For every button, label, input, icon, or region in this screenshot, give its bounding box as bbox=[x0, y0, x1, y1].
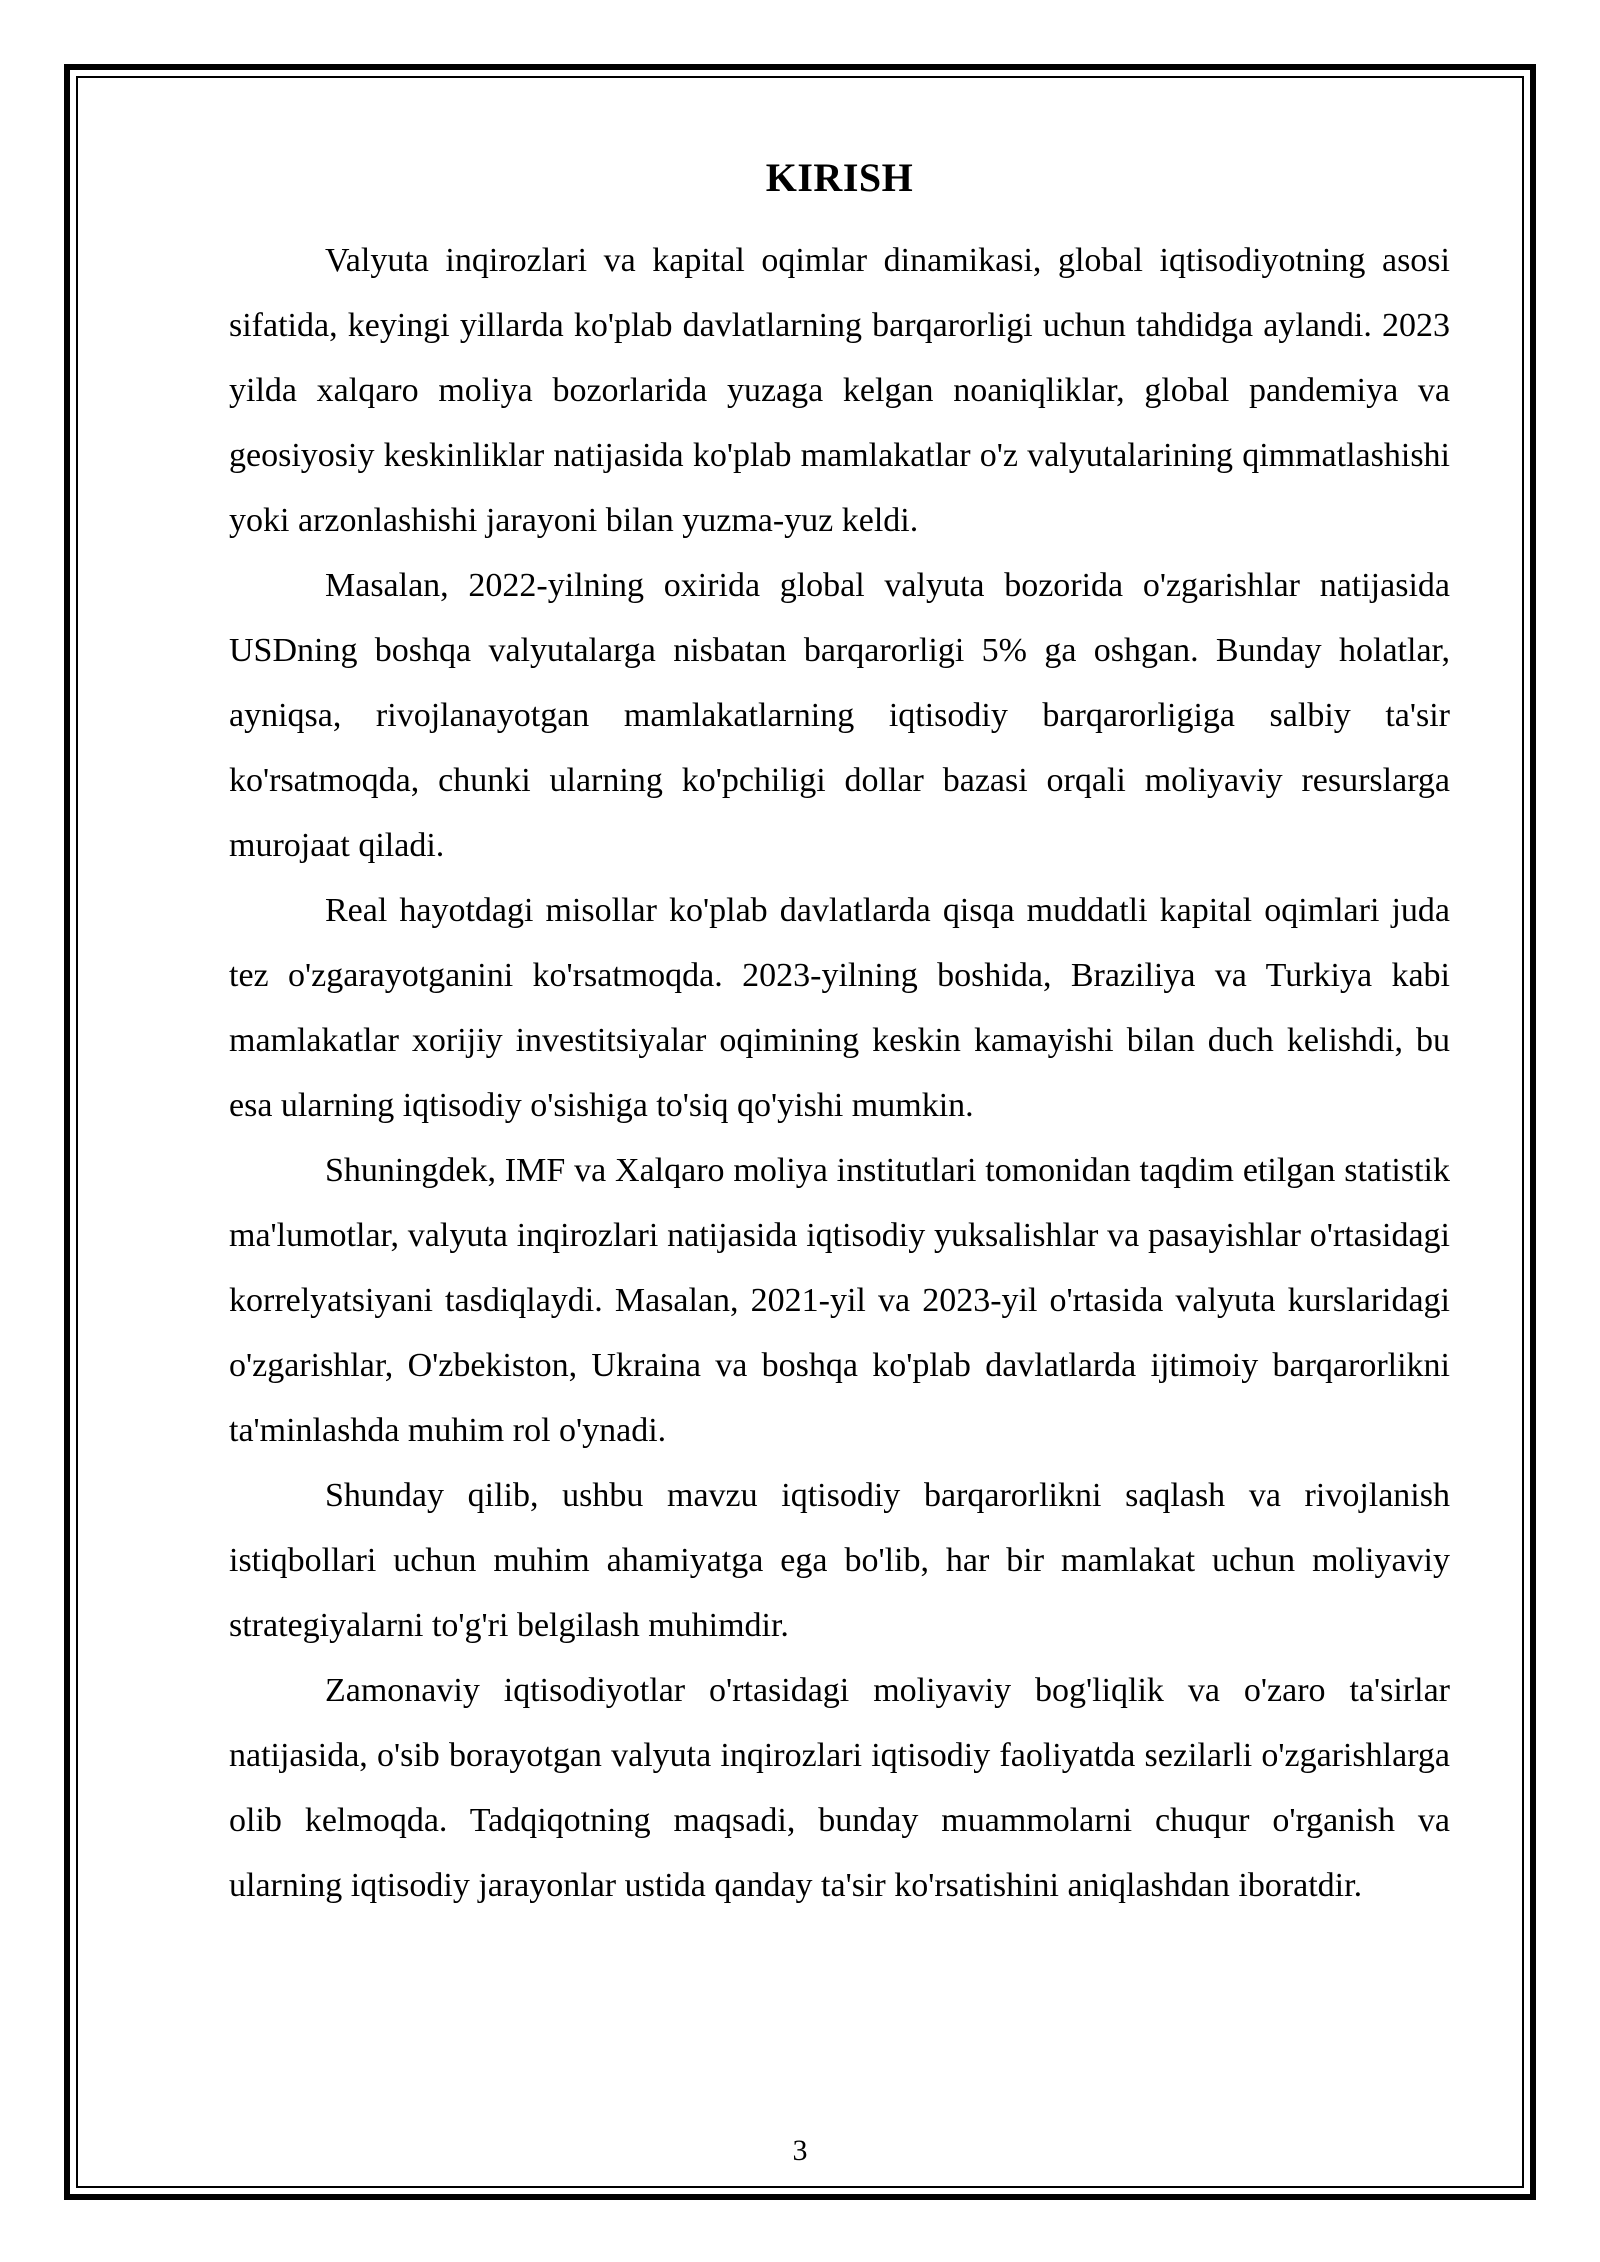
paragraph-6: Zamonaviy iqtisodiyotlar o'rtasidagi moliyaviy bog'liqlik va o'zaro ta'sirlar natijasida, o'sib borayotgan valyuta inqirozlari iqtisodiy faoliyatda sezilarli o'zgarishlarga olib kelmoqda. Tadqiqotning maqsadi, bunday muammolarni chuqur o'rganish va ularning iqtisodiy jarayonlar ustida qanday ta'sir ko'rsatishini aniqlashdan iboratdir. bbox=[229, 1672, 1450, 1904]
paragraph-2: Masalan, 2022-yilning oxirida global valyuta bozorida o'zgarishlar natijasida USDning boshqa valyutalarga nisbatan barqarorligi 5% ga oshgan. Bunday holatlar, ayniqsa, rivojlanayotgan mamlakatlarning iqtisodiy barqarorligiga salbiy ta'sir ko'rsatmoqda, chunki ularning ko'pchiligi dollar bazasi orqali moliyaviy resurslarga murojaat qiladi. bbox=[229, 567, 1450, 864]
paragraph-3: Real hayotdagi misollar ko'plab davlatlarda qisqa muddatli kapital oqimlari juda tez o'zgarayotganini ko'rsatmoqda. 2023-yilning boshida, Braziliya va Turkiya kabi mamlakatlar xorijiy investitsiyalar oqimining keskin kamayishi bilan duch kelishdi, bu esa ularning iqtisodiy o'sishiga to'siq qo'yishi mumkin. bbox=[229, 892, 1450, 1124]
page-title: KIRISH bbox=[765, 155, 914, 200]
paragraph-4: Shuningdek, IMF va Xalqaro moliya institutlari tomonidan taqdim etilgan statistik ma'lumotlar, valyuta inqirozlari natijasida iqtisodiy yuksalishlar va pasayishlar o'rtasidagi korrelyatsiyani tasdiqlaydi. Masalan, 2021-yil va 2023-yil o'rtasida valyuta kurslaridagi o'zgarishlar, O'zbekiston, Ukraina va boshqa ko'plab davlatlarda ijtimoiy barqarorlikni ta'minlashda muhim rol o'ynadi. bbox=[229, 1152, 1450, 1449]
page-number: 3 bbox=[792, 2134, 808, 2167]
document-body bbox=[229, 150, 1450, 1918]
paragraph-1: Valyuta inqirozlari va kapital oqimlar dinamikasi, global iqtisodiyotning asosi sifatida, keyingi yillarda ko'plab davlatlarning barqarorligi uchun tahdidga aylandi. 2023 yilda xalqaro moliya bozorlarida yuzaga kelgan noaniqliklar, global pandemiya va geosiyosiy keskinliklar natijasida ko'plab mamlakatlar o'z valyutalarining qimmatlashishi yoki arzonlashishi jarayoni bilan yuzma-yuz keldi. bbox=[229, 242, 1450, 539]
paragraph-5: Shunday qilib, ushbu mavzu iqtisodiy barqarorlikni saqlash va rivojlanish istiqbollari uchun muhim ahamiyatga ega bo'lib, har bir mamlakat uchun moliyaviy strategiyalarni to'g'ri belgilash muhimdir. bbox=[229, 1477, 1450, 1644]
